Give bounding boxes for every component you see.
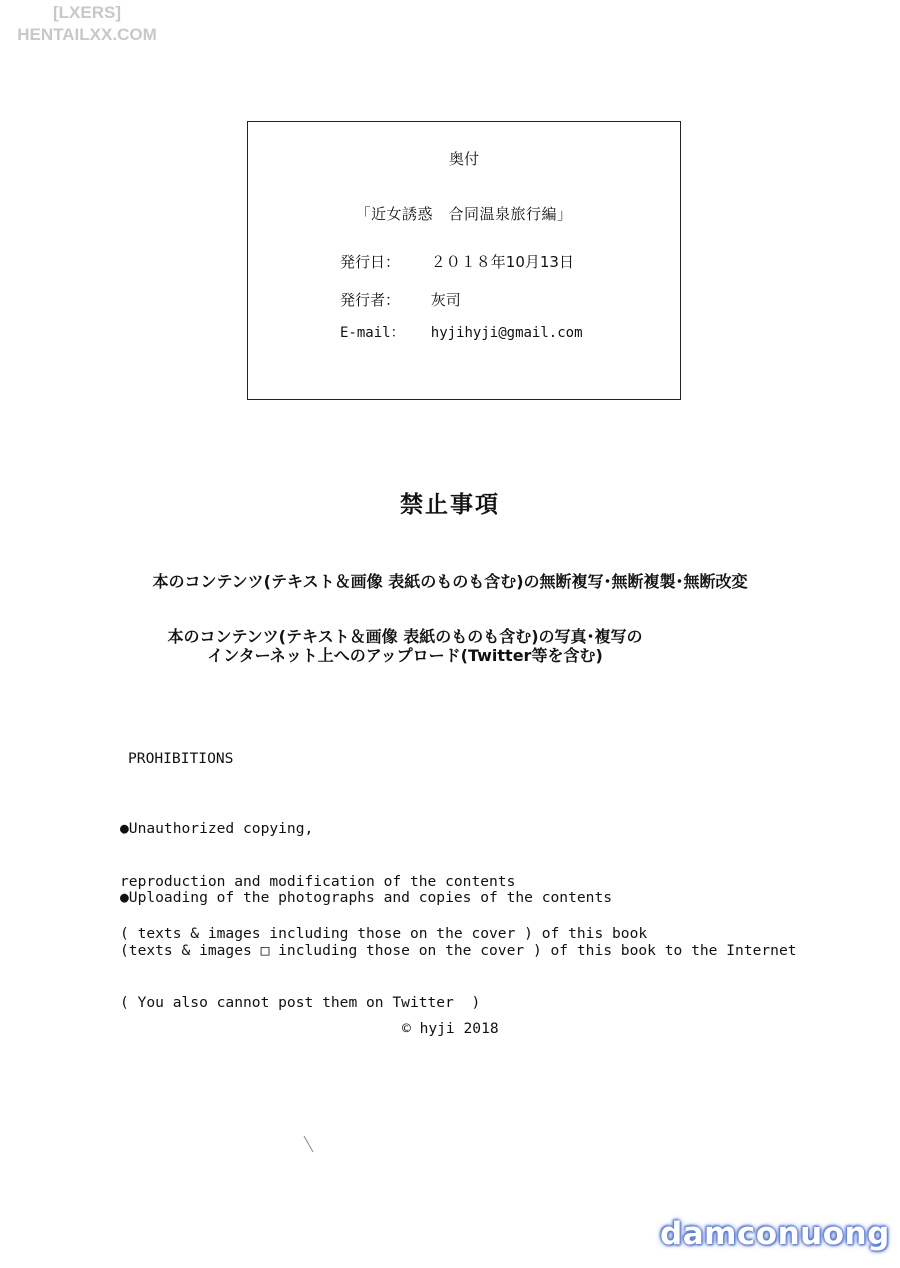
prohibitions-en-heading: PROHIBITIONS: [128, 750, 234, 767]
colophon-box: [247, 121, 681, 400]
email-value: hyjihyji@gmail.com: [430, 325, 583, 341]
publish-date-label: 発行日：: [340, 253, 401, 271]
book-title: 「近女誘惑 合同温泉旅行編」: [355, 205, 573, 223]
email-label: E-mail：: [340, 325, 405, 341]
publish-date-row: [340, 251, 574, 272]
item2-line1: ●Uploading of the photographs and copies of the contents: [120, 889, 613, 906]
stray-mark: [301, 1134, 317, 1156]
prohibition-jp-line-2: 本のコンテンツ(テキスト＆画像 表紙のものも含む)の写真･複写の: [167, 627, 643, 646]
item1-line2: reproduction and modification of the contents: [120, 872, 516, 890]
item1-line1: ●Unauthorized copying,: [120, 820, 314, 837]
watermark-top-line1: [LXERS]: [53, 3, 121, 22]
prohibition-en-item-2: [120, 854, 797, 1029]
prohibition-jp-line-3: インターネット上へのアップロード(Twitter等を含む): [207, 646, 603, 665]
prohibition-jp-line-1: 本のコンテンツ(テキスト＆画像 表紙のものも含む)の無断複写･無断複製･無断改変: [152, 572, 748, 591]
copyright: © hyji 2018: [402, 1020, 499, 1037]
publisher-value: 灰司: [430, 291, 461, 309]
item2-line3: ( You also cannot post them on Twitter ): [120, 994, 481, 1011]
colophon-title: 奥付: [448, 150, 479, 168]
publish-date-value: ２０１８年10月13日: [430, 253, 574, 271]
watermark-top-line2: HENTAILXX.COM: [17, 25, 157, 44]
item2-line2: (texts & images □ including those on the cover ) of this book to the Internet: [120, 941, 797, 959]
watermark-top: [2, 2, 172, 46]
email-row: [340, 322, 583, 342]
publisher-label: 発行者：: [340, 291, 401, 309]
item1-line3: ( texts & images including those on the cover ) of this book: [120, 925, 648, 942]
watermark-bottom: damconuong: [660, 1216, 890, 1252]
publisher-row: [340, 289, 461, 310]
prohibitions-jp-heading: 禁止事項: [400, 492, 500, 518]
